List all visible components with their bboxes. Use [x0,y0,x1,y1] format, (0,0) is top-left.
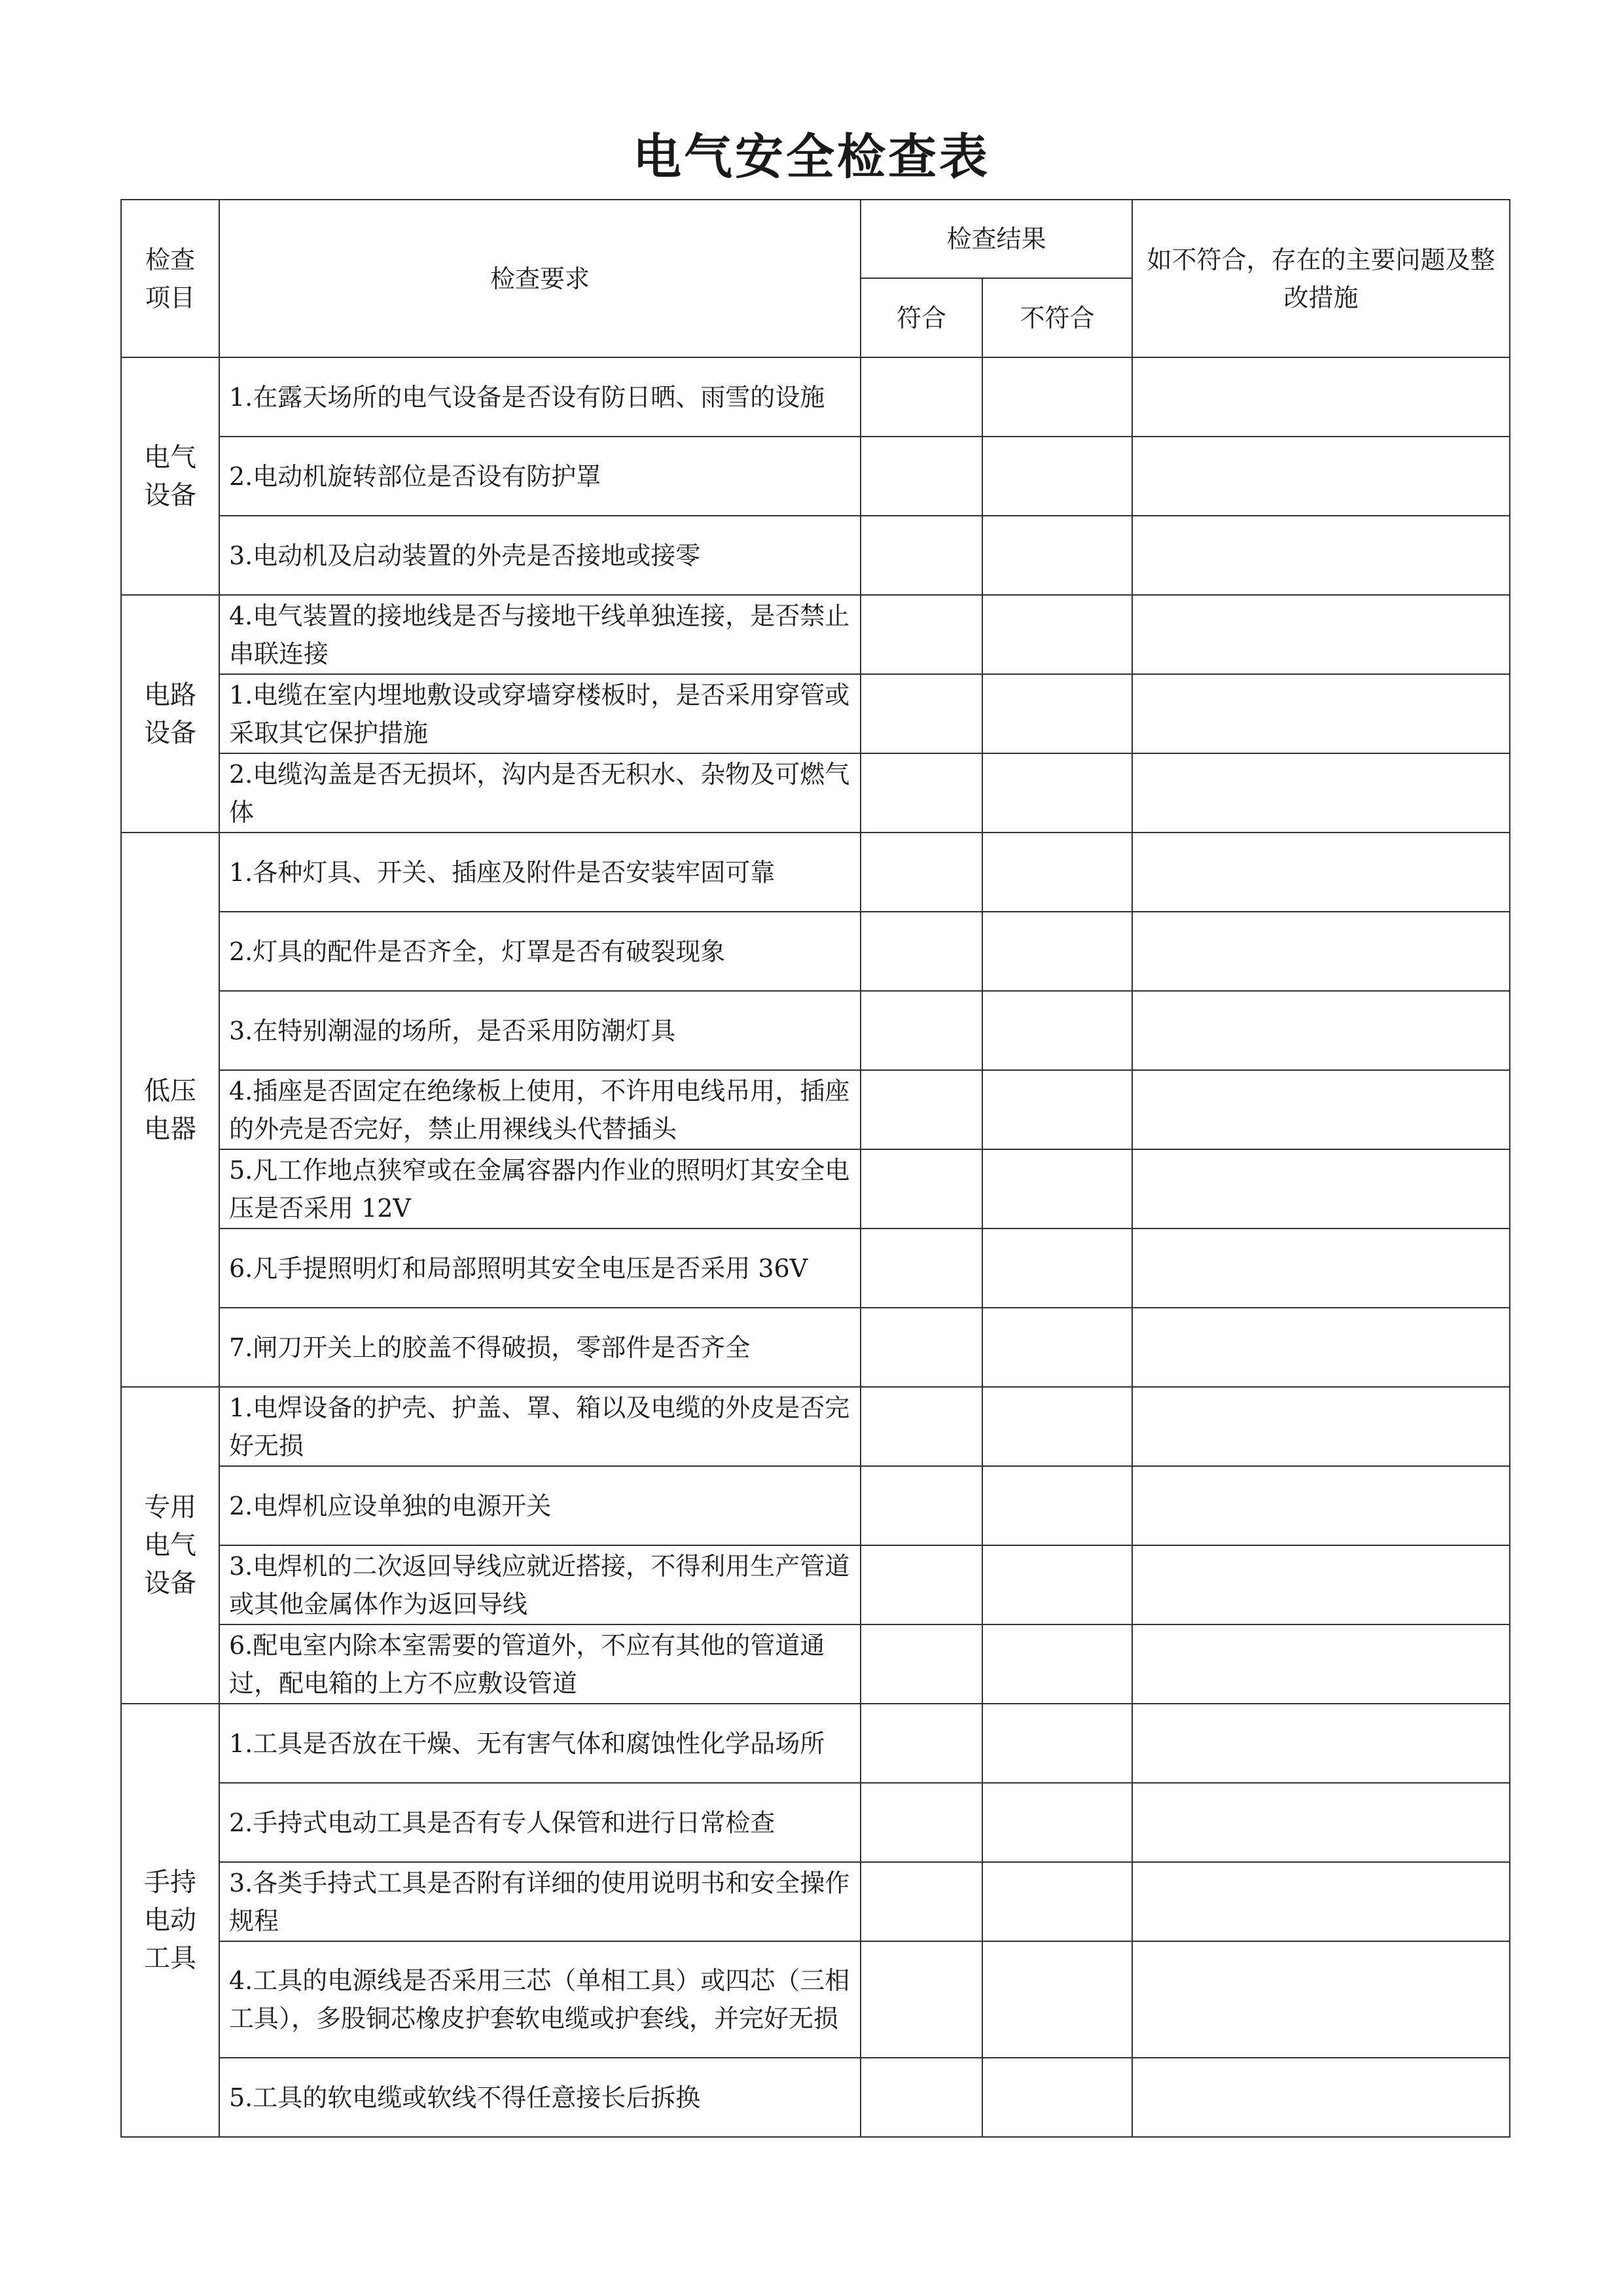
pass-cell[interactable] [861,1229,982,1308]
requirement-cell: 3.各类手持式工具是否附有详细的使用说明书和安全操作规程 [219,1862,861,1941]
issues-cell[interactable] [1132,2058,1510,2137]
fail-cell[interactable] [982,1783,1132,1862]
fail-cell[interactable] [982,753,1132,833]
table-row [121,991,1510,1070]
requirement-cell: 7.闸刀开关上的胶盖不得破损，零部件是否齐全 [219,1308,861,1387]
requirement-cell: 1.电缆在室内埋地敷设或穿墙穿楼板时，是否采用穿管或采取其它保护措施 [219,674,861,753]
fail-cell[interactable] [982,991,1132,1070]
pass-cell[interactable] [861,753,982,833]
category-cell: 电路 设备 [121,595,219,833]
issues-cell[interactable] [1132,1545,1510,1624]
table-row [121,1783,1510,1862]
table-row [121,357,1510,437]
issues-cell[interactable] [1132,1941,1510,2058]
fail-cell[interactable] [982,1308,1132,1387]
table-row [121,1387,1510,1466]
requirement-cell: 1.电焊设备的护壳、护盖、罩、箱以及电缆的外皮是否完好无损 [219,1387,861,1466]
fail-cell[interactable] [982,833,1132,912]
category-cell: 低压 电器 [121,833,219,1387]
header-requirement: 检查要求 [219,200,861,357]
requirement-cell: 6.凡手提照明灯和局部照明其安全电压是否采用 36V [219,1229,861,1308]
issues-cell[interactable] [1132,1229,1510,1308]
issues-cell[interactable] [1132,1783,1510,1862]
table-row [121,1229,1510,1308]
table-row [121,753,1510,833]
header-pass: 符合 [861,278,982,357]
fail-cell[interactable] [982,1466,1132,1545]
issues-cell[interactable] [1132,912,1510,991]
fail-cell[interactable] [982,1862,1132,1941]
requirement-cell: 2.电焊机应设单独的电源开关 [219,1466,861,1545]
page-title: 电气安全检查表 [633,129,990,185]
category-cell: 电气 设备 [121,357,219,595]
pass-cell[interactable] [861,1704,982,1783]
category-cell: 手持 电动 工具 [121,1704,219,2137]
header-issues: 如不符合，存在的主要问题及整改措施 [1132,200,1510,357]
issues-cell[interactable] [1132,437,1510,516]
issues-cell[interactable] [1132,1387,1510,1466]
requirement-cell: 3.在特别潮湿的场所，是否采用防潮灯具 [219,991,861,1070]
pass-cell[interactable] [861,357,982,437]
table-row [121,1704,1510,1783]
fail-cell[interactable] [982,357,1132,437]
issues-cell[interactable] [1132,1070,1510,1149]
requirement-cell: 3.电动机及启动装置的外壳是否接地或接零 [219,516,861,595]
pass-cell[interactable] [861,437,982,516]
table-row [121,516,1510,595]
fail-cell[interactable] [982,1941,1132,2058]
pass-cell[interactable] [861,595,982,674]
pass-cell[interactable] [861,833,982,912]
requirement-cell: 2.电缆沟盖是否无损坏，沟内是否无积水、杂物及可燃气体 [219,753,861,833]
table-row [121,674,1510,753]
pass-cell[interactable] [861,1545,982,1624]
requirement-cell: 6.配电室内除本室需要的管道外，不应有其他的管道通过，配电箱的上方不应敷设管道 [219,1624,861,1704]
category-cell: 专用 电气 设备 [121,1387,219,1704]
fail-cell[interactable] [982,1149,1132,1229]
requirement-cell: 2.手持式电动工具是否有专人保管和进行日常检查 [219,1783,861,1862]
pass-cell[interactable] [861,1308,982,1387]
requirement-cell: 1.在露天场所的电气设备是否设有防日晒、雨雪的设施 [219,357,861,437]
table-row [121,1149,1510,1229]
fail-cell[interactable] [982,1545,1132,1624]
requirement-cell: 1.工具是否放在干燥、无有害气体和腐蚀性化学品场所 [219,1704,861,1783]
table-row [121,833,1510,912]
issues-cell[interactable] [1132,674,1510,753]
table-row [121,1466,1510,1545]
fail-cell[interactable] [982,595,1132,674]
requirement-cell: 1.各种灯具、开关、插座及附件是否安装牢固可靠 [219,833,861,912]
fail-cell[interactable] [982,912,1132,991]
header-row [121,200,1510,278]
header-fail: 不符合 [982,278,1132,357]
issues-cell[interactable] [1132,753,1510,833]
table-row [121,1624,1510,1704]
pass-cell[interactable] [861,991,982,1070]
pass-cell[interactable] [861,912,982,991]
table-row [121,1308,1510,1387]
issues-cell[interactable] [1132,1466,1510,1545]
issues-cell[interactable] [1132,1624,1510,1704]
requirement-cell: 3.电焊机的二次返回导线应就近搭接，不得利用生产管道或其他金属体作为返回导线 [219,1545,861,1624]
requirement-cell: 4.工具的电源线是否采用三芯（单相工具）或四芯（三相工具），多股铜芯橡皮护套软电缆或护套线，并完好无损 [219,1941,861,2058]
issues-cell[interactable] [1132,1308,1510,1387]
pass-cell[interactable] [861,1070,982,1149]
table-row [121,2058,1510,2137]
requirement-cell: 2.电动机旋转部位是否设有防护罩 [219,437,861,516]
pass-cell[interactable] [861,2058,982,2137]
fail-cell[interactable] [982,1387,1132,1466]
issues-cell[interactable] [1132,1149,1510,1229]
table-row [121,1070,1510,1149]
fail-cell[interactable] [982,437,1132,516]
inspection-table [120,199,1510,2138]
requirement-cell: 2.灯具的配件是否齐全，灯罩是否有破裂现象 [219,912,861,991]
fail-cell[interactable] [982,1070,1132,1149]
pass-cell[interactable] [861,1941,982,2058]
pass-cell[interactable] [861,674,982,753]
table-row [121,595,1510,674]
requirement-cell: 5.工具的软电缆或软线不得任意接长后拆换 [219,2058,861,2137]
issues-cell[interactable] [1132,516,1510,595]
fail-cell[interactable] [982,1229,1132,1308]
pass-cell[interactable] [861,1862,982,1941]
issues-cell[interactable] [1132,1862,1510,1941]
requirement-cell: 4.电气装置的接地线是否与接地干线单独连接，是否禁止串联连接 [219,595,861,674]
header-category: 检查 项目 [121,200,219,357]
fail-cell[interactable] [982,516,1132,595]
fail-cell[interactable] [982,674,1132,753]
pass-cell[interactable] [861,1466,982,1545]
requirement-cell: 5.凡工作地点狭窄或在金属容器内作业的照明灯其安全电压是否采用 12V [219,1149,861,1229]
issues-cell[interactable] [1132,595,1510,674]
table-row [121,912,1510,991]
fail-cell[interactable] [982,1704,1132,1783]
pass-cell[interactable] [861,1783,982,1862]
issues-cell[interactable] [1132,357,1510,437]
pass-cell[interactable] [861,1624,982,1704]
pass-cell[interactable] [861,1387,982,1466]
requirement-cell: 4.插座是否固定在绝缘板上使用，不许用电线吊用，插座的外壳是否完好，禁止用裸线头代替插头 [219,1070,861,1149]
table-row [121,437,1510,516]
table-row [121,1545,1510,1624]
issues-cell[interactable] [1132,1704,1510,1783]
fail-cell[interactable] [982,1624,1132,1704]
table-row [121,1862,1510,1941]
issues-cell[interactable] [1132,833,1510,912]
table-row [121,1941,1510,2058]
pass-cell[interactable] [861,516,982,595]
pass-cell[interactable] [861,1149,982,1229]
issues-cell[interactable] [1132,991,1510,1070]
fail-cell[interactable] [982,2058,1132,2137]
header-result: 检查结果 [861,200,1132,278]
